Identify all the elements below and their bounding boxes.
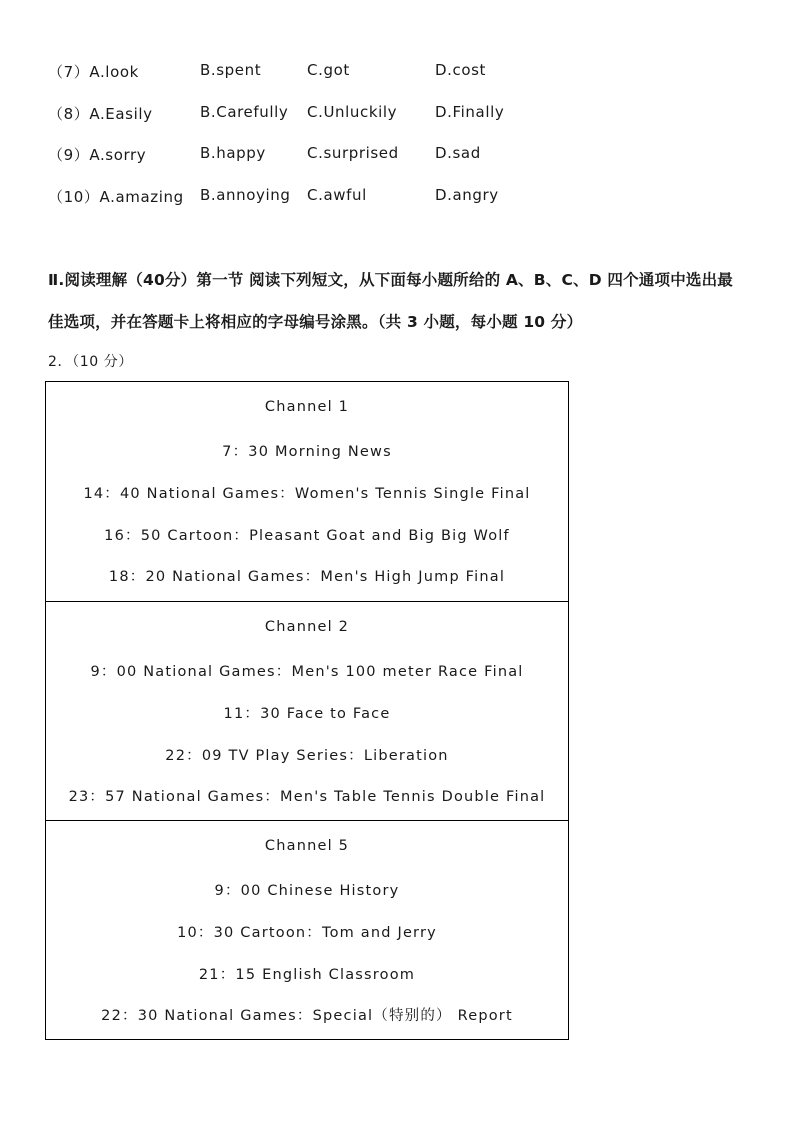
tv-schedule-table [45, 381, 569, 1040]
option-d: D.sad [435, 144, 481, 162]
option-c: C.got [307, 61, 350, 79]
program-line: 21：15 English Classroom [198, 967, 416, 983]
channel-name: Channel 2 [264, 619, 350, 635]
option-c: C.surprised [307, 144, 399, 162]
option-c: C.Unluckily [307, 103, 398, 121]
program-line: 16：50 Cartoon：Pleasant Goat and Big Big Wolf [104, 528, 510, 544]
option-d: D.cost [435, 61, 487, 79]
program-line: 9：00 Chinese History [214, 883, 400, 899]
program-line: 22：30 National Games：Special（特别的） Report [101, 1008, 513, 1024]
option-a: （8）A.Easily [48, 105, 153, 123]
option-a: （7）A.look [48, 63, 139, 81]
channel-block [46, 382, 568, 601]
program-line: 9：00 National Games：Men's 100 meter Race Final [90, 664, 524, 680]
channel-block [46, 601, 568, 820]
section-heading-line-1: Ⅱ.阅读理解（40分）第一节 阅读下列短文，从下面每小题所给的 A、B、C、D 四个通项中选出最 [48, 271, 734, 289]
option-b: B.spent [200, 61, 262, 79]
program-line: 7：30 Morning News [222, 444, 392, 460]
channel-name: Channel 1 [264, 399, 350, 415]
channel-name: Channel 5 [264, 838, 350, 854]
section-heading-line-2: 佳选项，并在答题卡上将相应的字母编号涂黑。（共 3 小题，每小题 10 分） [48, 313, 583, 331]
option-d: D.Finally [435, 103, 505, 121]
option-b: B.Carefully [200, 103, 289, 121]
option-a: （10）A.amazing [48, 188, 184, 206]
option-d: D.angry [435, 186, 499, 204]
channel-block [46, 820, 568, 1039]
program-line: 23：57 National Games：Men's Table Tennis Double Final [68, 789, 546, 805]
option-c: C.awful [307, 186, 367, 204]
program-line: 22：09 TV Play Series：Liberation [165, 748, 449, 764]
option-a: （9）A.sorry [48, 146, 147, 164]
question-number: 2．（10 分） [48, 354, 133, 370]
program-line: 11：30 Face to Face [223, 706, 391, 722]
program-line: 14：40 National Games：Women's Tennis Single Final [83, 486, 531, 502]
program-line: 10：30 Cartoon：Tom and Jerry [177, 925, 437, 941]
option-b: B.happy [200, 144, 266, 162]
option-b: B.annoying [200, 186, 291, 204]
program-line: 18：20 National Games：Men's High Jump Final [108, 569, 506, 585]
